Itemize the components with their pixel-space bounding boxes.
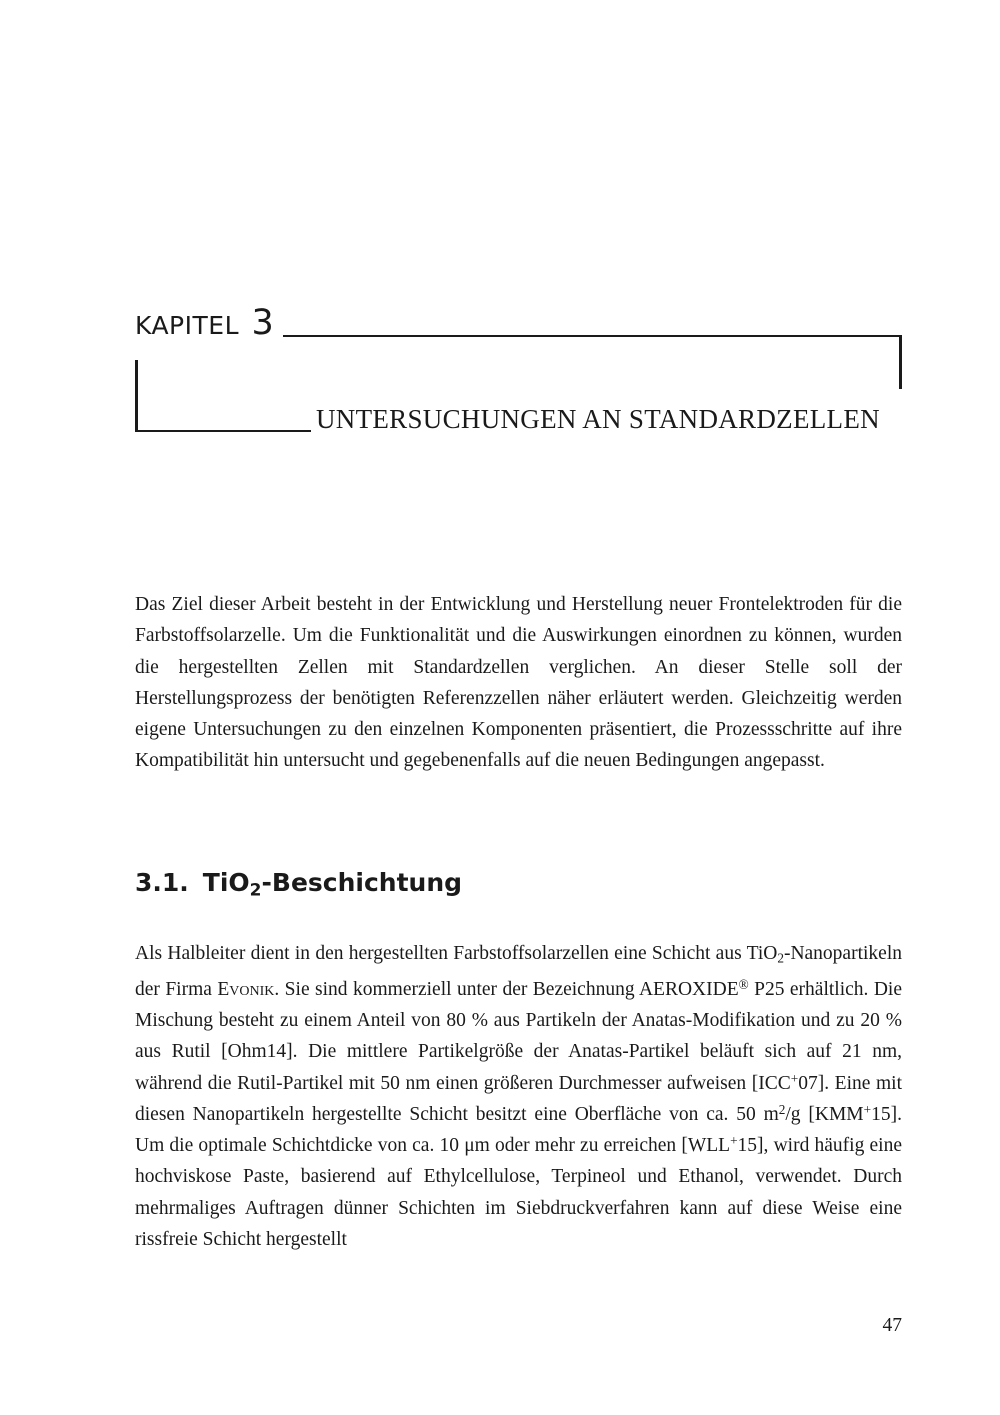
chapter-rule-top bbox=[283, 335, 902, 337]
section-title-prefix: TiO bbox=[202, 868, 250, 897]
text-segment: -Nanopartikeln der Firma bbox=[135, 943, 902, 1000]
chapter-label: KAPITEL bbox=[135, 311, 240, 340]
chapter-rule-right bbox=[899, 335, 902, 389]
citation-superscript: + bbox=[863, 1101, 872, 1117]
unit-superscript: 2 bbox=[778, 1101, 786, 1117]
citation-superscript: + bbox=[730, 1133, 738, 1149]
text-segment: Als Halbleiter dient in den hergestellten Farbstoffsolarzellen eine Schicht aus TiO bbox=[135, 943, 778, 964]
chapter-number: 3 bbox=[251, 303, 275, 343]
chapter-rule-left bbox=[135, 360, 138, 432]
text-segment: P25 erhältlich. Die Mischung besteht zu einem Anteil von 80 % aus Partikeln der Anatas-Modifikation und zu 20 % aus Rutil [Ohm14]. Die mittlere Partikelgröße der Anatas-Partikel beläuft sich auf 21 nm, während die Rutil-Partikel mit 50 nm einen größeren Durchmesser aufweisen [ICC bbox=[135, 978, 902, 1094]
chapter-title: UNTERSUCHUNGEN AN STANDARDZELLEN bbox=[316, 404, 880, 434]
chapter-rule-bottom bbox=[135, 430, 311, 432]
page-number: 47 bbox=[882, 1315, 902, 1336]
section-title-suffix: -Beschichtung bbox=[261, 868, 463, 897]
registered-mark: ® bbox=[738, 976, 749, 992]
tio2-paragraph bbox=[135, 938, 902, 1255]
company-name: Evonik bbox=[217, 978, 275, 1000]
section-heading bbox=[135, 868, 462, 900]
intro-paragraph: Das Ziel dieser Arbeit besteht in der Entwicklung und Herstellung neuer Frontelektroden für die Farbstoffsolarzelle. Um die Funktionalität und die Auswirkungen einordnen zu können, wurden die hergestellten Zellen mit Standardzellen verglichen. An dieser Stelle soll der Herstellungsprozess der benötigten Referenzzellen näher erläutert werden. Gleichzeitig werden eigene Untersuchungen zu den einzelnen Komponenten präsentiert, die Prozessschritte auf ihre Kompatibilität hin untersucht und gegebenenfalls auf die neuen Bedingungen angepasst. bbox=[135, 594, 902, 772]
section-title-subscript: 2 bbox=[249, 880, 262, 901]
chapter-heading bbox=[135, 303, 274, 343]
text-segment: /g [KMM bbox=[785, 1103, 864, 1125]
text-segment: . Sie sind kommerziell unter der Bezeichnung AEROXIDE bbox=[274, 978, 739, 1000]
text-segment: 15]. Um die optimale Schichtdicke von ca. 10 μm oder mehr zu erreichen [WLL bbox=[135, 1103, 903, 1157]
subscript: 2 bbox=[777, 950, 784, 966]
section-number: 3.1. bbox=[135, 868, 189, 897]
citation-superscript: + bbox=[790, 1070, 799, 1086]
text-segment: 15], wird häufig eine hochviskose Paste, basierend auf Ethylcellulose, Terpineol und Ethanol, verwendet. Durch mehrmaliges Auftragen dünner Schichten im Siebdruckverfahren kann auf diese Weise eine rissfreie Schicht hergestellt bbox=[135, 1135, 902, 1250]
text-segment: 07]. Eine mit diesen Nanopartikeln hergestellte Schicht besitzt eine Oberfläche von ca. 50 m bbox=[135, 1072, 902, 1125]
